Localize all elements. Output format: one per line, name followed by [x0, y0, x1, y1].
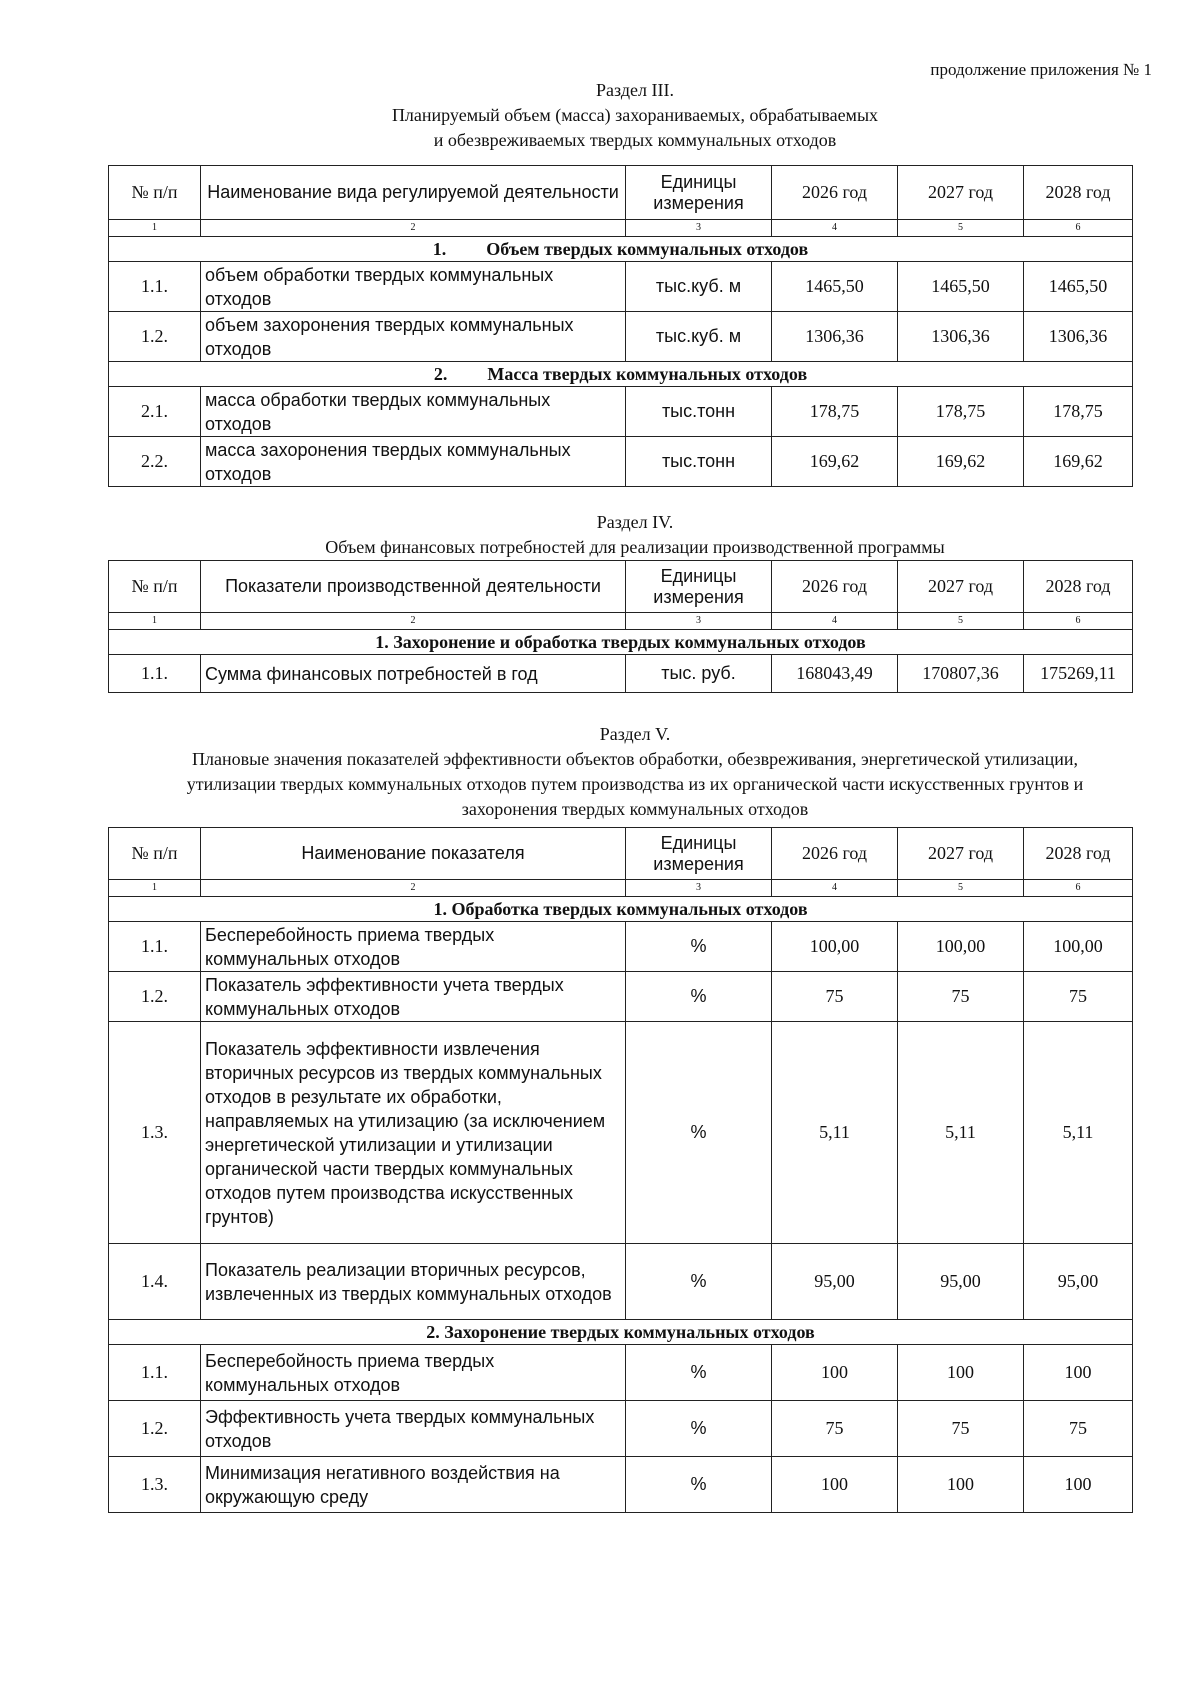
row-unit: тыс.тонн	[626, 387, 772, 437]
table-row	[109, 1345, 1133, 1401]
row-name: масса захоронения твердых коммунальных отходов	[201, 437, 626, 487]
table-row	[109, 922, 1133, 972]
group-header-disposal-processing: 1. Захоронение и обработка твердых коммунальных отходов	[109, 630, 1133, 655]
row-number: 1.2.	[109, 972, 201, 1022]
row-number: 1.1.	[109, 262, 201, 312]
section-5-heading	[0, 722, 1200, 822]
continuation-note: продолжение приложения № 1	[930, 60, 1152, 79]
row-value-2026: 169,62	[772, 437, 898, 487]
row-value-2027: 178,75	[898, 387, 1024, 437]
section-3-table	[108, 165, 1133, 487]
table-row	[109, 437, 1133, 487]
row-number: 2.1.	[109, 387, 201, 437]
column-number-row	[109, 220, 1133, 237]
col-number: 6	[1024, 880, 1133, 897]
group-title: Объем твердых коммунальных отходов	[486, 238, 809, 259]
col-header-2027: 2027 год	[898, 561, 1024, 613]
row-value-2027: 95,00	[898, 1244, 1024, 1320]
row-value-2026: 100	[772, 1345, 898, 1401]
row-value-2026: 5,11	[772, 1022, 898, 1244]
row-unit: %	[626, 1345, 772, 1401]
table-row	[109, 312, 1133, 362]
col-number: 1	[109, 880, 201, 897]
table-row	[109, 972, 1133, 1022]
row-value-2028: 100	[1024, 1457, 1133, 1513]
row-value-2028: 1465,50	[1024, 262, 1133, 312]
row-value-2026: 100	[772, 1457, 898, 1513]
row-value-2026: 95,00	[772, 1244, 898, 1320]
col-number: 5	[898, 220, 1024, 237]
row-name: Бесперебойность приема твердых коммунальных отходов	[201, 922, 626, 972]
group-header-row	[109, 897, 1133, 922]
row-name: Минимизация негативного воздействия на окружающую среду	[201, 1457, 626, 1513]
row-value-2028: 178,75	[1024, 387, 1133, 437]
column-number-row	[109, 880, 1133, 897]
col-header-number: № п/п	[109, 828, 201, 880]
col-header-2028: 2028 год	[1024, 561, 1133, 613]
table-row	[109, 1401, 1133, 1457]
section-3-label: Раздел III.	[596, 80, 674, 100]
section-5-label: Раздел V.	[599, 724, 671, 744]
row-unit: %	[626, 1244, 772, 1320]
group-title: Масса твердых коммунальных отходов	[487, 363, 808, 384]
row-value-2027: 170807,36	[898, 655, 1024, 693]
table-header-row	[109, 561, 1133, 613]
col-header-indicators: Показатели производственной деятельности	[201, 561, 626, 613]
col-number: 3	[626, 880, 772, 897]
row-name: объем захоронения твердых коммунальных отходов	[201, 312, 626, 362]
group-number: 1.	[432, 238, 447, 259]
col-number: 2	[201, 880, 626, 897]
section-4-table	[108, 560, 1133, 693]
row-value-2028: 95,00	[1024, 1244, 1133, 1320]
row-value-2028: 75	[1024, 972, 1133, 1022]
col-number: 4	[772, 613, 898, 630]
col-header-2026: 2026 год	[772, 828, 898, 880]
row-number: 1.1.	[109, 922, 201, 972]
row-value-2027: 100,00	[898, 922, 1024, 972]
col-number: 3	[626, 220, 772, 237]
col-number: 1	[109, 613, 201, 630]
row-value-2028: 1306,36	[1024, 312, 1133, 362]
col-header-unit: Единицы измерения	[626, 166, 772, 220]
col-number: 6	[1024, 220, 1133, 237]
row-number: 1.3.	[109, 1022, 201, 1244]
col-header-activity: Наименование вида регулируемой деятельности	[201, 166, 626, 220]
table-header-row	[109, 828, 1133, 880]
col-number: 5	[898, 880, 1024, 897]
col-header-2028: 2028 год	[1024, 166, 1133, 220]
table-row	[109, 387, 1133, 437]
row-number: 1.2.	[109, 1401, 201, 1457]
table-row	[109, 1244, 1133, 1320]
group-header-disposal: 2. Захоронение твердых коммунальных отходов	[109, 1320, 1133, 1345]
row-value-2028: 100,00	[1024, 922, 1133, 972]
row-name: объем обработки твердых коммунальных отходов	[201, 262, 626, 312]
row-number: 1.1.	[109, 1345, 201, 1401]
group-header-row	[109, 630, 1133, 655]
col-number: 2	[201, 220, 626, 237]
table-header-row	[109, 166, 1133, 220]
row-value-2027: 100	[898, 1457, 1024, 1513]
table-row	[109, 1022, 1133, 1244]
row-unit: %	[626, 972, 772, 1022]
row-name: Сумма финансовых потребностей в год	[201, 655, 626, 693]
col-number: 4	[772, 220, 898, 237]
row-value-2027: 169,62	[898, 437, 1024, 487]
row-value-2026: 1306,36	[772, 312, 898, 362]
col-header-unit: Единицы измерения	[626, 561, 772, 613]
col-header-2027: 2027 год	[898, 828, 1024, 880]
group-header-row	[109, 1320, 1133, 1345]
section-4-label: Раздел IV.	[596, 512, 674, 532]
row-unit: %	[626, 1022, 772, 1244]
section-3-heading	[0, 78, 1200, 153]
table-row	[109, 262, 1133, 312]
section-3-title-line-2: и обезвреживаемых твердых коммунальных отходов	[433, 130, 837, 150]
row-value-2027: 75	[898, 1401, 1024, 1457]
row-unit: %	[626, 922, 772, 972]
section-5-title-line-1: Плановые значения показателей эффективности объектов обработки, обезвреживания, энергетической утилизации,	[192, 749, 1078, 769]
group-header-row	[109, 362, 1133, 387]
row-number: 1.3.	[109, 1457, 201, 1513]
col-number: 5	[898, 613, 1024, 630]
table-row	[109, 1457, 1133, 1513]
row-value-2027: 75	[898, 972, 1024, 1022]
col-header-indicator-name: Наименование показателя	[201, 828, 626, 880]
col-header-number: № п/п	[109, 166, 201, 220]
group-header-mass	[109, 362, 1133, 387]
row-number: 1.4.	[109, 1244, 201, 1320]
table-row	[109, 655, 1133, 693]
col-header-2026: 2026 год	[772, 166, 898, 220]
row-number: 1.1.	[109, 655, 201, 693]
section-5-title-line-3: захоронения твердых коммунальных отходов	[461, 799, 809, 819]
row-value-2027: 100	[898, 1345, 1024, 1401]
row-value-2026: 100,00	[772, 922, 898, 972]
row-name: Показатель эффективности извлечения вторичных ресурсов из твердых коммунальных отходов в результате их обработки, направляемых на утилизацию (за исключением энергетической утилизации и утилизации органической части твердых коммунальных отходов путем производства искусственных грунтов)	[201, 1022, 626, 1244]
row-value-2028: 5,11	[1024, 1022, 1133, 1244]
row-value-2026: 168043,49	[772, 655, 898, 693]
group-header-processing: 1. Обработка твердых коммунальных отходов	[109, 897, 1133, 922]
col-number: 6	[1024, 613, 1133, 630]
row-value-2027: 1465,50	[898, 262, 1024, 312]
row-number: 2.2.	[109, 437, 201, 487]
row-value-2028: 100	[1024, 1345, 1133, 1401]
row-value-2026: 178,75	[772, 387, 898, 437]
col-header-2026: 2026 год	[772, 561, 898, 613]
row-unit: тыс.куб. м	[626, 262, 772, 312]
row-unit: %	[626, 1401, 772, 1457]
section-4-heading	[0, 510, 1200, 560]
row-unit: тыс.куб. м	[626, 312, 772, 362]
group-number: 2.	[433, 363, 448, 384]
row-value-2026: 1465,50	[772, 262, 898, 312]
row-unit: %	[626, 1457, 772, 1513]
section-5-table	[108, 827, 1133, 1513]
col-header-unit: Единицы измерения	[626, 828, 772, 880]
row-name: Показатель эффективности учета твердых коммунальных отходов	[201, 972, 626, 1022]
row-name: Показатель реализации вторичных ресурсов, извлеченных из твердых коммунальных отходов	[201, 1244, 626, 1320]
row-name: Бесперебойность приема твердых коммунальных отходов	[201, 1345, 626, 1401]
row-value-2028: 169,62	[1024, 437, 1133, 487]
group-header-row	[109, 237, 1133, 262]
col-number: 1	[109, 220, 201, 237]
row-value-2028: 175269,11	[1024, 655, 1133, 693]
row-unit: тыс.тонн	[626, 437, 772, 487]
row-name: Эффективность учета твердых коммунальных отходов	[201, 1401, 626, 1457]
section-4-title-line-1: Объем финансовых потребностей для реализации производственной программы	[325, 537, 945, 557]
col-number: 2	[201, 613, 626, 630]
col-header-2028: 2028 год	[1024, 828, 1133, 880]
col-header-2027: 2027 год	[898, 166, 1024, 220]
row-value-2026: 75	[772, 1401, 898, 1457]
row-unit: тыс. руб.	[626, 655, 772, 693]
row-value-2026: 75	[772, 972, 898, 1022]
row-value-2028: 75	[1024, 1401, 1133, 1457]
col-number: 3	[626, 613, 772, 630]
row-name: масса обработки твердых коммунальных отходов	[201, 387, 626, 437]
section-3-title-line-1: Планируемый объем (масса) захораниваемых, обрабатываемых	[391, 105, 879, 125]
col-header-number: № п/п	[109, 561, 201, 613]
group-header-volume	[109, 237, 1133, 262]
section-5-title-line-2: утилизации твердых коммунальных отходов путем производства из их органической части искусственных грунтов и	[186, 774, 1084, 794]
row-value-2027: 1306,36	[898, 312, 1024, 362]
column-number-row	[109, 613, 1133, 630]
row-number: 1.2.	[109, 312, 201, 362]
row-value-2027: 5,11	[898, 1022, 1024, 1244]
col-number: 4	[772, 880, 898, 897]
